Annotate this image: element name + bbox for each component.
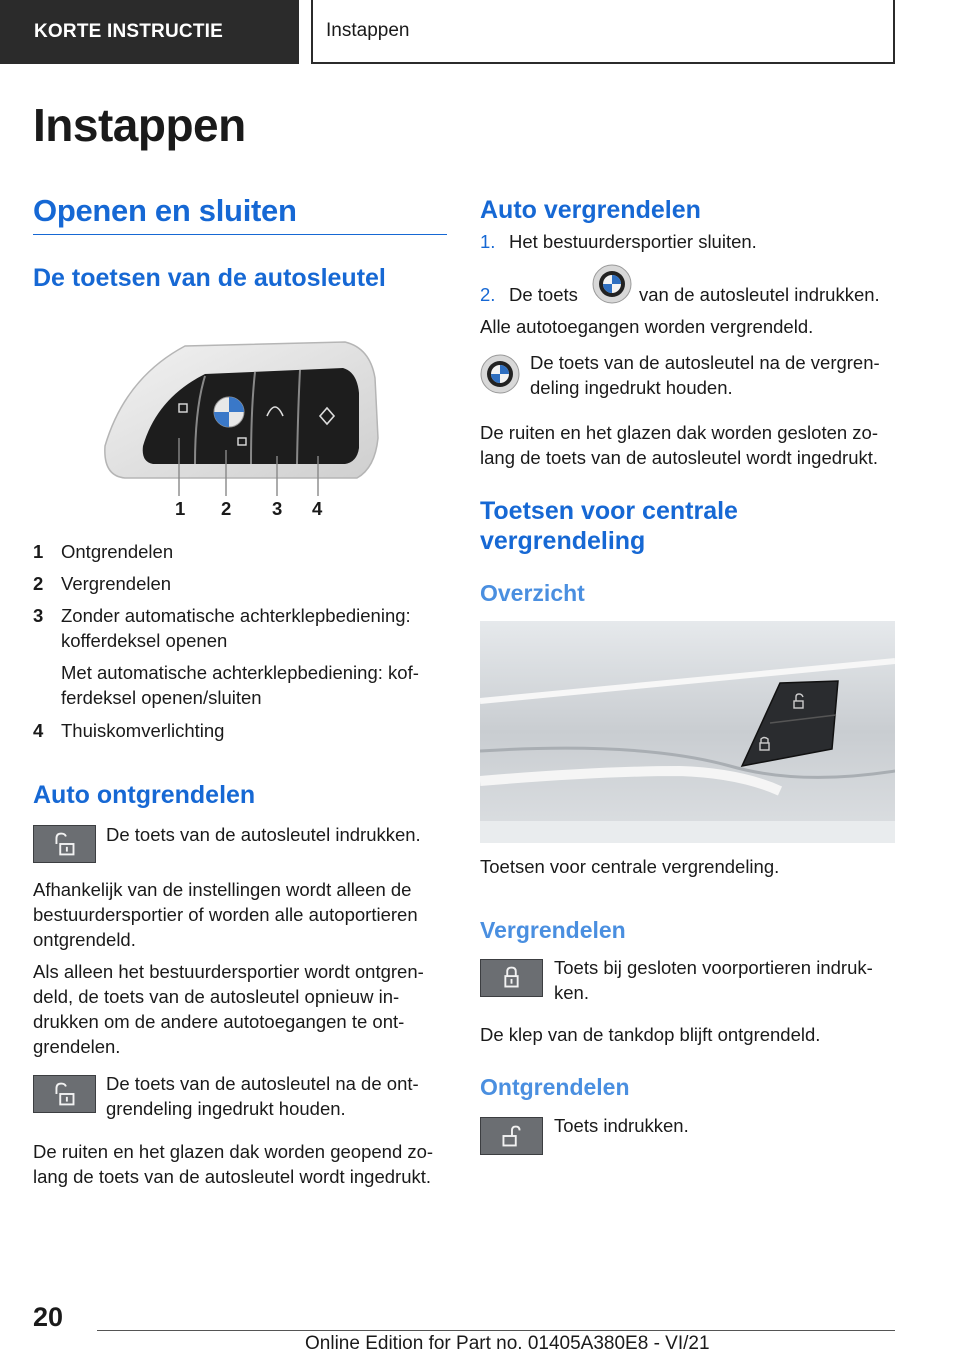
header-chapter: Instappen bbox=[311, 0, 895, 64]
heading-vergrendelen: Vergrendelen bbox=[480, 917, 626, 943]
list-item: Zonder automatische achterklepbediening: bbox=[61, 605, 411, 626]
unlock-icon bbox=[480, 1117, 543, 1155]
door-panel-illustration bbox=[480, 621, 895, 843]
paragraph-line: drukken om de andere autotoegangen te ont- bbox=[33, 1011, 405, 1032]
step-text: De toets bbox=[509, 284, 578, 305]
figure-caption: Toetsen voor centrale vergrendeling. bbox=[480, 856, 780, 877]
heading-rule bbox=[33, 234, 447, 235]
bmw-key-icon bbox=[592, 264, 632, 304]
heading-central-locking: Toetsen voor centrale bbox=[480, 497, 738, 525]
footer-rule bbox=[97, 1330, 895, 1331]
list-item: Vergrendelen bbox=[61, 573, 172, 594]
unlock-note: De toets van de autosleutel indrukken. bbox=[106, 824, 421, 845]
list-item-cont: kofferdeksel openen bbox=[61, 630, 228, 651]
heading-ontgrendelen: Ontgrendelen bbox=[480, 1074, 630, 1100]
paragraph-line: lang de toets van de autosleutel wordt ingedrukt. bbox=[33, 1166, 432, 1187]
key-callout-1: 1 bbox=[175, 498, 186, 519]
paragraph-line: De ruiten en het glazen dak worden gesloten zo- bbox=[480, 422, 879, 443]
list-item-cont: ferdeksel openen/sluiten bbox=[61, 687, 262, 708]
list-item-cont: Met automatische achterklepbediening: kof- bbox=[61, 662, 419, 683]
key-callout-2: 2 bbox=[221, 498, 232, 519]
paragraph-line: Afhankelijk van de instellingen wordt alleen de bbox=[33, 879, 412, 900]
list-number: 1 bbox=[33, 541, 44, 562]
list-number: 4 bbox=[33, 720, 44, 741]
list-item: Thuiskomverlichting bbox=[61, 720, 225, 741]
lock-note-line: ken. bbox=[554, 982, 589, 1003]
footer-edition: Online Edition for Part no. 01405A380E8 - VI/21 bbox=[305, 1333, 710, 1354]
header-section: KORTE INSTRUCTIE bbox=[0, 0, 299, 64]
step-number: 1. bbox=[480, 231, 496, 252]
list-number: 2 bbox=[33, 573, 44, 594]
hold-note-line: deling ingedrukt houden. bbox=[530, 377, 733, 398]
key-callout-4: 4 bbox=[312, 498, 323, 519]
paragraph-line: ontgrendeld. bbox=[33, 929, 136, 950]
paragraph-line: bestuurdersportier of worden alle autoportieren bbox=[33, 904, 418, 925]
step-number: 2. bbox=[480, 284, 496, 305]
unlock-icon bbox=[33, 825, 96, 863]
paragraph-line: Als alleen het bestuurdersportier wordt ontgren- bbox=[33, 961, 424, 982]
lock-note-line: Toets bij gesloten voorportieren indruk- bbox=[554, 957, 873, 978]
heading-key-buttons: De toetsen van de autosleutel bbox=[33, 264, 386, 292]
step-text: Het bestuurdersportier sluiten. bbox=[509, 231, 757, 252]
hold-note-line: De toets van de autosleutel na de ont- bbox=[106, 1073, 419, 1094]
hold-note-line: De toets van de autosleutel na de vergren- bbox=[530, 352, 880, 373]
unlock-note: Toets indrukken. bbox=[554, 1115, 689, 1136]
page-title: Instappen bbox=[33, 99, 246, 151]
key-fob-illustration bbox=[95, 338, 390, 518]
step-text: van de autosleutel indrukken. bbox=[639, 284, 880, 305]
heading-central-locking-cont: vergrendeling bbox=[480, 527, 646, 555]
lock-icon bbox=[480, 959, 543, 997]
paragraph-line: De ruiten en het glazen dak worden geopend zo- bbox=[33, 1141, 434, 1162]
list-item: Ontgrendelen bbox=[61, 541, 174, 562]
paragraph-line: deld, de toets van de autosleutel opnieuw in- bbox=[33, 986, 400, 1007]
paragraph-line: lang de toets van de autosleutel wordt ingedrukt. bbox=[480, 447, 879, 468]
paragraph-line: Alle autotoegangen worden vergrendeld. bbox=[480, 316, 814, 337]
heading-openen-sluiten: Openen en sluiten bbox=[33, 193, 297, 228]
paragraph-line: De klep van de tankdop blijft ontgrendeld. bbox=[480, 1024, 821, 1045]
heading-auto-ontgrendelen: Auto ontgrendelen bbox=[33, 781, 256, 809]
list-number: 3 bbox=[33, 605, 44, 626]
heading-auto-vergrendelen: Auto vergrendelen bbox=[480, 196, 701, 224]
paragraph-line: grendelen. bbox=[33, 1036, 121, 1057]
heading-overzicht: Overzicht bbox=[480, 580, 585, 606]
bmw-key-icon bbox=[480, 354, 520, 394]
key-callout-3: 3 bbox=[272, 498, 283, 519]
unlock-icon bbox=[33, 1075, 96, 1113]
hold-note-line: grendeling ingedrukt houden. bbox=[106, 1098, 346, 1119]
page-number: 20 bbox=[33, 1302, 64, 1332]
